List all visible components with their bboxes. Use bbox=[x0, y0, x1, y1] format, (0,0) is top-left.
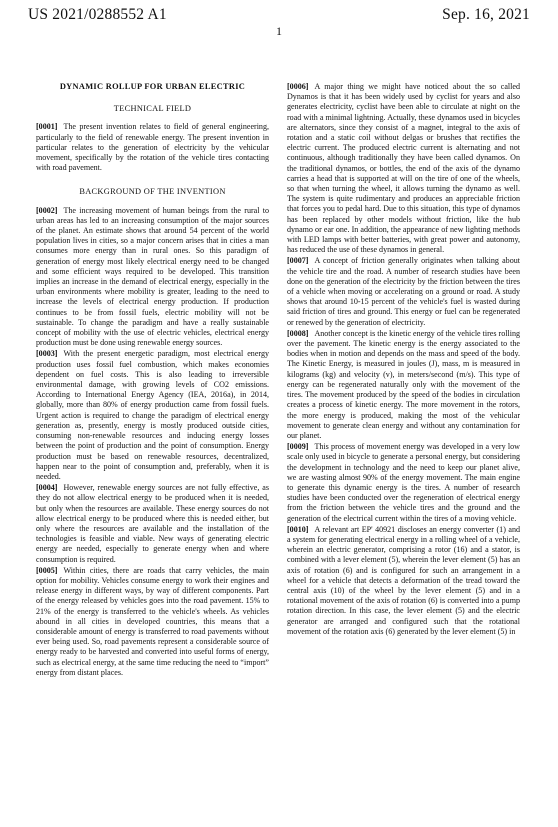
paragraph-0004 bbox=[36, 483, 269, 565]
paragraph-0008 bbox=[287, 329, 520, 441]
section-heading-technical-field: TECHNICAL FIELD bbox=[113, 104, 192, 114]
paragraph-text: A concept of friction generally originates when talking about the vehicle tire and the road. A number of research studies have been done on the generation of the electricity by the friction between the tires of a vehicle when moving or accelerating on a ground or road. A study shows that around 10-15 percent of the vehicle's fuel is wasted during said friction of tires and ground. This energy or fuel can be regenerated or renewed by the generation of electricity. bbox=[287, 256, 520, 327]
paragraph-text: The present invention relates to field of general engineering, particularly to the field of renewable energy. The present invention in particular relates to the generation of electricity by the vehicular movement, specifically by the rotation of the vehicle tires contacting with road pavement. bbox=[36, 122, 269, 173]
paragraph-number: [0002] bbox=[36, 205, 58, 215]
paragraph-number: [0006] bbox=[287, 82, 309, 91]
paragraph-0002 bbox=[36, 206, 269, 349]
paragraph-0005 bbox=[36, 566, 269, 678]
paragraph-text: A major thing we might have noticed about the so called Dynamos is that it has been widely used by cyclist for years and also generates electricity, cyclist have been able to circulate at night on the road with a minimal lightning. Actually, these dynamos used in bicycles are alternators, since they consist of a magnet, integral to the axis of rotation and a static coil without delgas or brushes that rectifies the electric current. The produced electric current is alternating and not continuous, although traditionally they have been called dynamos. On the traditional dynamos, or bottles, the end of the axis of the dynamo carries a head that is supported at will on the tire of one of the wheels, so that when turning the wheel, it allows turning the dynamo as well. The system is quite rudimentary and produces an appreciable friction that forces you to pedal hard. Due to this situation, this type of dynamos has been replaced by other models without friction, like the hub dynamo or ear one. In addition, the appearance of new lighting methods with LED lamps with better batteries, with great power and autonomy, has reduced the use of these dynamos in general. bbox=[287, 82, 520, 255]
left-column bbox=[36, 82, 269, 679]
publication-date: Sep. 16, 2021 bbox=[442, 6, 530, 23]
paragraph-number: [0010] bbox=[287, 524, 309, 534]
paragraph-text: The increasing movement of human beings from the rural to urban areas has led to an increasing consumption of the major sources of the planet. An estimate shows that around 54 percent of the world population lives in cities, so a major concern arises that in cities a man consumes more energy than in rural ones. So this paradigm of generation of energy most likely electrical energy need to be changed and some efficient ways required to be developed. This transition implies an increase in the demand of electrical energy, especially in the urban environments where mobility is greater, leading to the need to increase the levels of electrical energy production. If production continues to be from fossil fuels, electric mobility will not be sustainable. To change the paradigm and have a really sustainable concept of mobility with the use of electric vehicles, electrical energy production must be done using renewable energy sources. bbox=[36, 205, 269, 348]
paragraph-0010 bbox=[287, 525, 520, 637]
page-number: 1 bbox=[276, 24, 282, 38]
section-heading-background: BACKGROUND OF THE INVENTION bbox=[79, 187, 226, 197]
paragraph-text: However, renewable energy sources are not fully effective, as they do not allow electrical energy to be produced when it is needed, but only when the resources are available. These energy sources do not allow electrical energy to be produced where this is needed either, but only where the resources are available and the installation of the technologies is feasible and viable. New ways of generating electric energy are needed, especially to generate energy when and where consumption is required. bbox=[36, 483, 269, 564]
paragraph-number: [0007] bbox=[287, 256, 309, 266]
paragraph-0003 bbox=[36, 349, 269, 482]
paragraph-text: With the present energetic paradigm, most electrical energy production uses fossil fuel combustion, which makes economies dependent on fuel costs. This is also leading to irreversible environmental damage, with growing levels of CO2 emissions. According to International Energy Agency (IEA, 2016a), in 2014, globally, more than 80% of energy production came from fossil fuels. Urgent action is required to change the paradigm of electrical energy generation as, presently, energy is mostly produced outside cities, consuming non-renewable resources and inducing energy losses between the point of production and the point of consumption. Energy production must be based on renewable resources, decentralized, happen near to the point of consumption and, preferably, when it is needed. bbox=[36, 349, 269, 481]
paragraph-number: [0003] bbox=[36, 349, 58, 359]
publication-number: US 2021/0288552 A1 bbox=[28, 6, 167, 23]
paragraph-text: Another concept is the kinetic energy of the vehicle tires rolling over the pavement. The kinetic energy is the energy associated to the bodies when in motion and depends on the mass and speed of the body. The Kinetic Energy, is measured in joules (J), mass, m is measured in kilograms (kg) and velocity (v), in meters/second (m/s). This type of energy can be regenerated naturally only with the movement of the tires. The movement produced by the speed of the bodies in circulation creates a process of kinetic energy. The more movement in the rotors, the more energy is produced, making the most of the vehicular movement to generate clean energy and without any contamination for our planet. bbox=[287, 328, 520, 440]
right-column bbox=[287, 82, 520, 638]
paragraph-number: [0008] bbox=[287, 328, 309, 338]
paragraph-text: This process of movement energy was developed in a very low scale only used in bicycle to generate a personal energy, but considering the development in technology and the need to keep our planet alive, we are wasting almost 90% of the energy movement. The main engine to generate this dynamic energy is the tires. A number of research studies have been conducted over the regeneration of electrical energy from the friction between the vehicle tires and the ground and the generation of the electrical current within the tires of a moving vehicle. bbox=[287, 442, 520, 523]
paragraph-0007 bbox=[287, 256, 520, 327]
paragraph-number: [0009] bbox=[287, 442, 309, 452]
paragraph-0009 bbox=[287, 442, 520, 524]
paragraph-number: [0004] bbox=[36, 483, 58, 493]
document-title: DYNAMIC ROLLUP FOR URBAN ELECTRIC bbox=[59, 82, 246, 91]
paragraph-0006 bbox=[287, 82, 520, 255]
paragraph-text: A relevant art EP' 40921 discloses an energy converter (1) and a system for generating electrical energy in a rolling wheel of a vehicle, wherein an electric generator, comprising a rotor (16) and a stator, is combined with a lever element (5), wherein the lever element (5) has an axis of rotation (6) and is configured for such an arrangement in a wheel for a vehicle that detects a deformation of the tread toward the central axis (10) of the wheel by the lever element (5) and in a rotational movement of the axis of rotation (6) is converted into a pump rotation direction. In this case, the lever element (5) and the electric generator are arranged and configured such that the rotational movement of the rotation axis (6) generated by the lever element (5) in bbox=[287, 524, 520, 636]
page-header bbox=[28, 6, 530, 24]
paragraph-number: [0005] bbox=[36, 565, 58, 575]
paragraph-0001 bbox=[36, 122, 269, 173]
paragraph-text: Within cities, there are roads that carry vehicles, the main option for mobility. Vehicles consume energy to work their engines and release energy in different ways, by way of different components. Part of the energy released by vehicles goes into the road pavement. 15% to 21% of the energy is transferred to the vehicle's wheels. As vehicles abound in all cities in developed countries, this means that a considerable amount of energy is transferred to road pavements without ever being used. So, road pavements represent a considerable source of energy ready to be harvested and converted into useful forms of energy, such as electrical energy, at the same time reducing the need to “import” energy from distant places. bbox=[36, 565, 269, 677]
paragraph-number: [0001] bbox=[36, 122, 58, 132]
